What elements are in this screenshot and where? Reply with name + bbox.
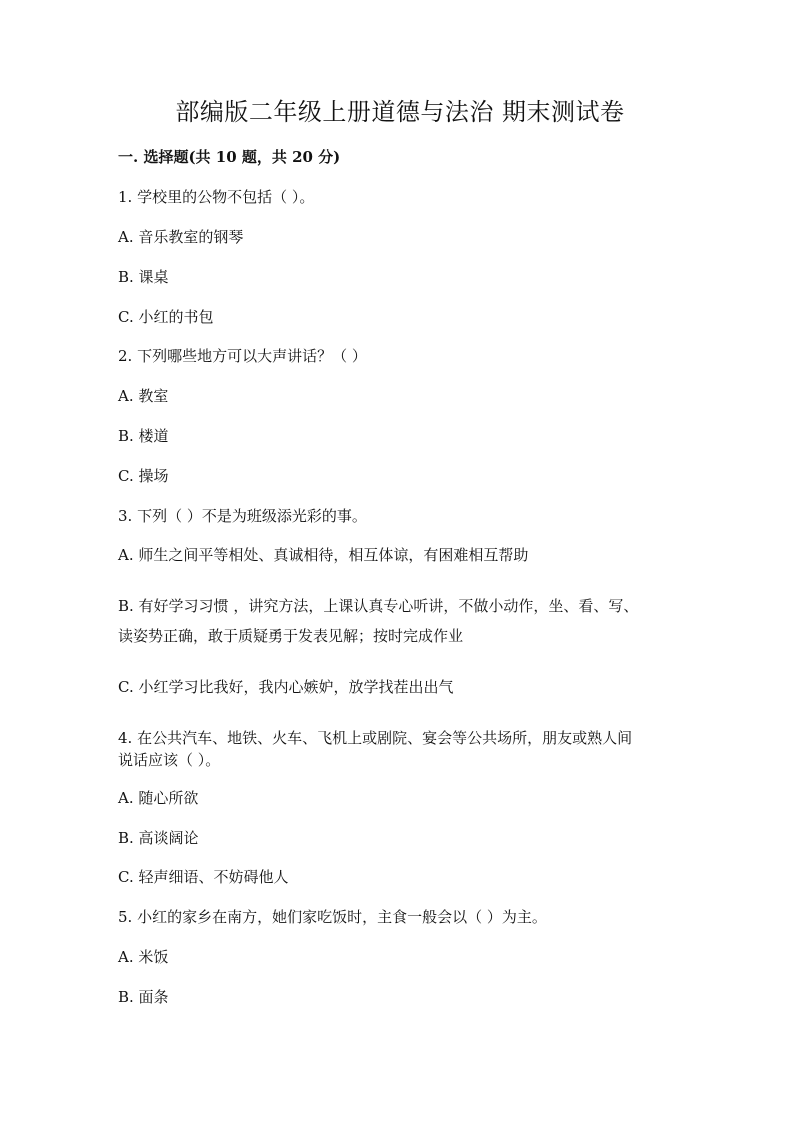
question-1-option-c: C. 小红的书包 [118, 308, 214, 326]
question-2-option-a: A. 教室 [118, 387, 169, 405]
question-2-option-b: B. 楼道 [118, 427, 169, 445]
page-title: 部编版二年级上册道德与法治 期末测试卷 [175, 98, 625, 126]
question-4-option-c: C. 轻声细语、不妨碍他人 [118, 868, 289, 886]
question-3-option-b: B. 有好学习习惯 ，讲究方法，上课认真专心听讲，不做小动作，坐、看、写、 [118, 597, 639, 615]
question-3-stem: 3. 下列（ ）不是为班级添光彩的事。 [118, 507, 367, 525]
question-1-option-a: A. 音乐教室的钢琴 [118, 228, 244, 246]
question-5-stem: 5. 小红的家乡在南方，她们家吃饭时，主食一般会以（ ）为主。 [118, 908, 547, 926]
question-2-stem: 2. 下列哪些地方可以大声讲话？（ ） [118, 347, 367, 365]
question-2-option-c: C. 操场 [118, 467, 169, 485]
question-4-option-b: B. 高谈阔论 [118, 829, 199, 847]
question-5-option-a: A. 米饭 [118, 948, 169, 966]
question-1-stem: 1. 学校里的公物不包括（ ）。 [118, 188, 315, 206]
question-4-option-a: A. 随心所欲 [118, 789, 199, 807]
question-3-option-a: A. 师生之间平等相处、真诚相待，相互体谅，有困难相互帮助 [118, 546, 529, 564]
question-1-option-b: B. 课桌 [118, 268, 169, 286]
section-heading: 一. 选择题(共 10 题，共 20 分) [118, 148, 341, 166]
question-5-option-b: B. 面条 [118, 988, 169, 1006]
question-3-option-b-continued: 读姿势正确，敢于质疑勇于发表见解；按时完成作业 [118, 627, 464, 645]
question-4-stem: 4. 在公共汽车、地铁、火车、飞机上或剧院、宴会等公共场所，朋友或熟人间 [118, 729, 633, 747]
question-4-stem-continued: 说话应该（ ）。 [118, 751, 221, 769]
question-3-option-c: C. 小红学习比我好，我内心嫉妒，放学找茬出出气 [118, 678, 454, 696]
